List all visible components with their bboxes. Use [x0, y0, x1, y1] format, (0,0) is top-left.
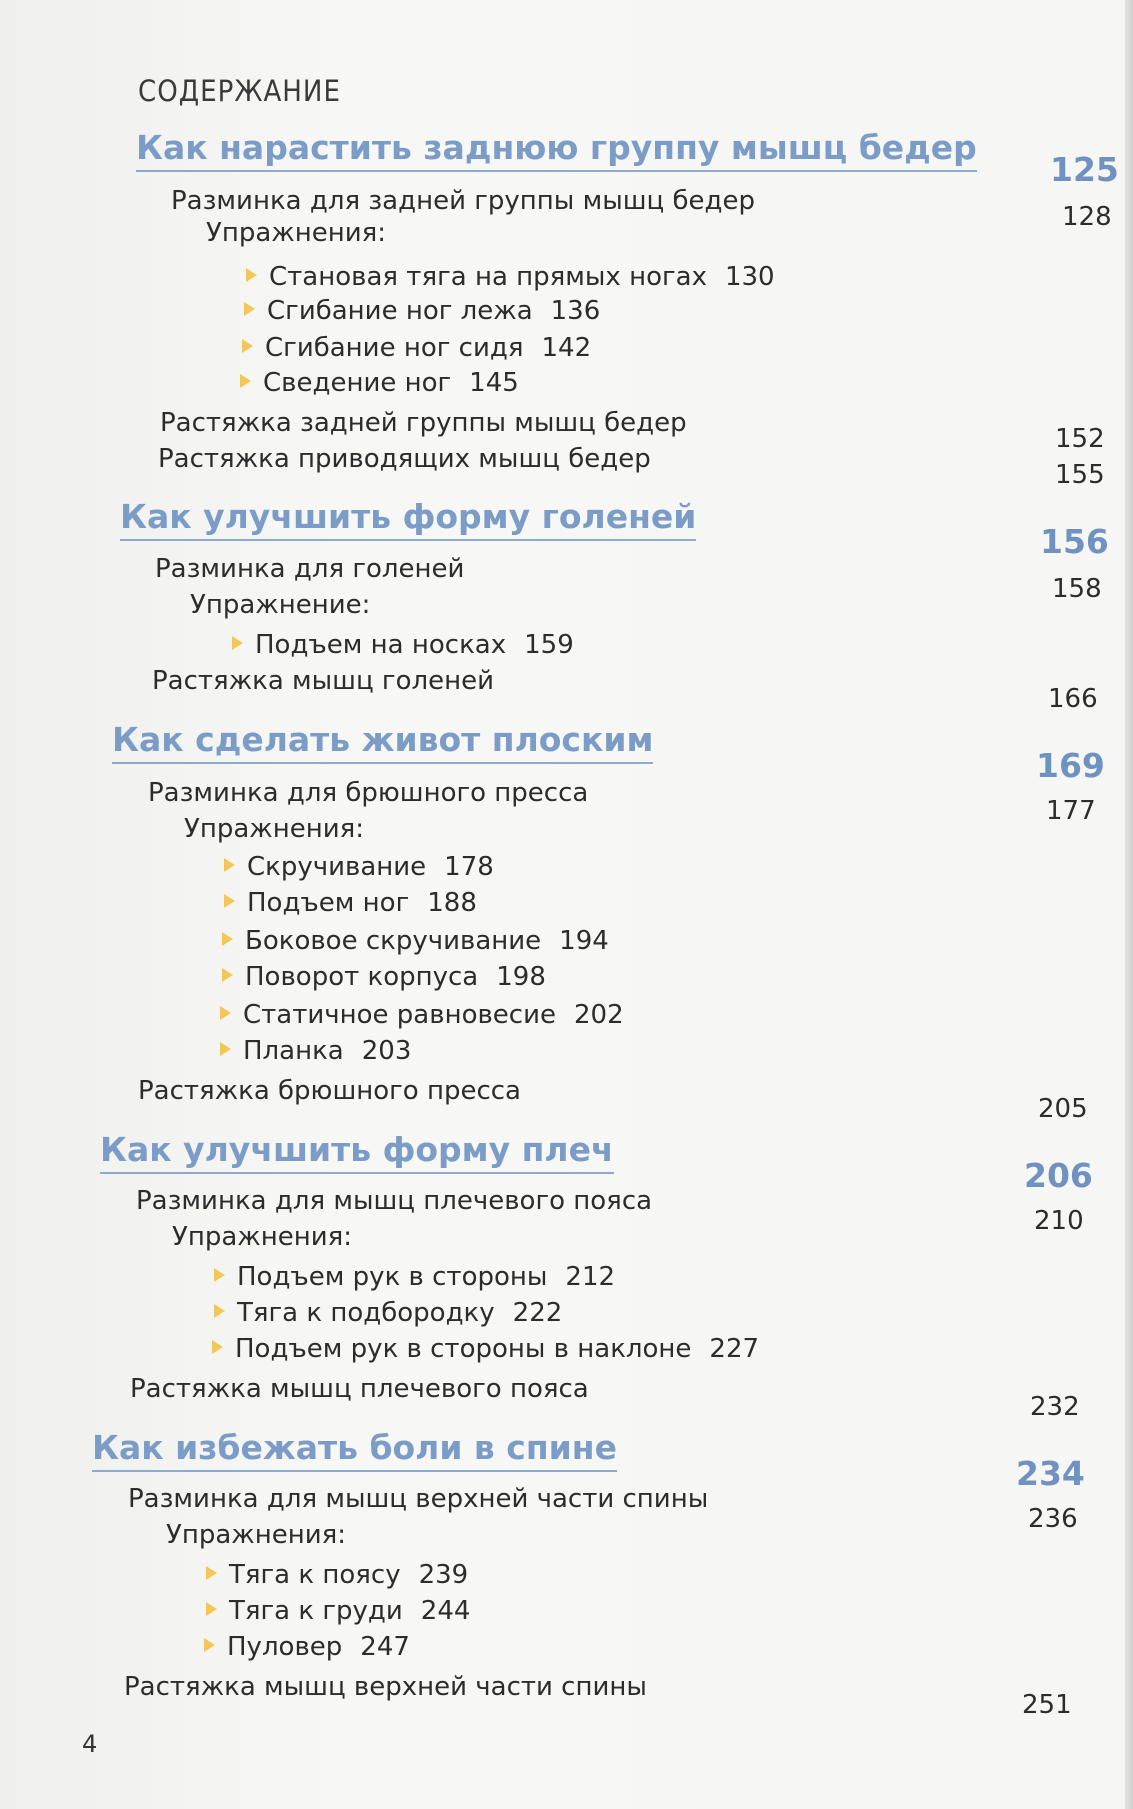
warmup-page-number: 210 [1034, 1206, 1084, 1236]
bullet-marker-icon [244, 302, 255, 316]
bullet-marker-icon [206, 1566, 217, 1580]
exercises-label: Упражнения: [206, 218, 386, 248]
bullet-marker-icon [224, 894, 235, 908]
section-title: Как сделать живот плоским [112, 720, 653, 764]
exercise-entry: Тяга к подбородку 222 [214, 1298, 562, 1328]
section-page-number: 156 [1040, 522, 1109, 561]
bullet-marker-icon [242, 339, 253, 353]
exercises-label: Упражнение: [190, 590, 371, 620]
warmup-page-number: 236 [1028, 1504, 1078, 1534]
exercise-entry: Сведение ног 145 [240, 368, 519, 398]
stretch-entry: Растяжка задней группы мышц бедер [160, 408, 687, 438]
stretch-entry: Растяжка брюшного пресса [138, 1076, 521, 1106]
stretch-page-number: 155 [1055, 460, 1105, 490]
section-title: Как нарастить заднюю группу мышц бедер [136, 128, 977, 172]
section-page-number: 125 [1050, 150, 1119, 189]
stretch-page-number: 152 [1055, 424, 1105, 454]
bullet-marker-icon [222, 932, 233, 946]
exercise-entry: Тяга к поясу 239 [206, 1560, 468, 1590]
warmup-entry: Разминка для задней группы мышц бедер [171, 186, 755, 216]
stretch-page-number: 251 [1022, 1690, 1072, 1720]
page-edge-shadow [1125, 0, 1133, 1809]
warmup-entry: Разминка для мышц плечевого пояса [136, 1186, 653, 1216]
bullet-marker-icon [220, 1006, 231, 1020]
exercise-entry: Поворот корпуса 198 [222, 962, 546, 992]
exercise-entry: Тяга к груди 244 [206, 1596, 470, 1626]
section-page-number: 169 [1036, 746, 1105, 785]
bullet-marker-icon [240, 374, 251, 388]
warmup-entry: Разминка для мышц верхней части спины [128, 1484, 709, 1514]
bullet-marker-icon [222, 968, 233, 982]
toc-heading: СОДЕРЖАНИЕ [138, 74, 341, 108]
section-title: Как избежать боли в спине [92, 1428, 617, 1472]
bullet-marker-icon [206, 1602, 217, 1616]
exercise-entry: Подъем рук в стороны в наклоне 227 [212, 1334, 759, 1364]
exercise-entry: Сгибание ног сидя 142 [242, 333, 591, 363]
bullet-marker-icon [232, 636, 243, 650]
exercise-entry: Пуловер 247 [204, 1632, 410, 1662]
exercise-entry: Сгибание ног лежа 136 [244, 296, 600, 326]
stretch-page-number: 166 [1048, 684, 1098, 714]
exercise-entry: Планка 203 [220, 1036, 411, 1066]
warmup-entry: Разминка для голеней [155, 554, 465, 584]
exercise-entry: Подъем ног 188 [224, 888, 477, 918]
bullet-marker-icon [224, 858, 235, 872]
bullet-marker-icon [246, 268, 257, 282]
warmup-page-number: 177 [1046, 796, 1096, 826]
stretch-page-number: 232 [1030, 1392, 1080, 1422]
stretch-page-number: 205 [1038, 1094, 1088, 1124]
section-page-number: 234 [1016, 1454, 1085, 1493]
exercise-entry: Статичное равновесие 202 [220, 1000, 624, 1030]
exercises-label: Упражнения: [184, 814, 364, 844]
exercise-entry: Становая тяга на прямых ногах 130 [246, 262, 775, 292]
exercises-label: Упражнения: [166, 1520, 346, 1550]
page-folio: 4 [82, 1730, 98, 1758]
warmup-page-number: 158 [1052, 574, 1102, 604]
bullet-marker-icon [204, 1638, 215, 1652]
exercise-entry: Скручивание 178 [224, 852, 494, 882]
stretch-entry: Растяжка мышц плечевого пояса [130, 1374, 589, 1404]
warmup-entry: Разминка для брюшного пресса [148, 778, 589, 808]
bullet-marker-icon [214, 1304, 225, 1318]
bullet-marker-icon [214, 1268, 225, 1282]
exercise-entry: Подъем на носках 159 [232, 630, 574, 660]
section-title: Как улучшить форму плеч [100, 1130, 614, 1174]
stretch-entry: Растяжка мышц верхней части спины [124, 1672, 647, 1702]
bullet-marker-icon [220, 1042, 231, 1056]
section-title: Как улучшить форму голеней [120, 497, 696, 541]
warmup-page-number: 128 [1062, 202, 1112, 232]
exercises-label: Упражнения: [172, 1222, 352, 1252]
bullet-marker-icon [212, 1340, 223, 1354]
exercise-entry: Подъем рук в стороны 212 [214, 1262, 615, 1292]
stretch-entry: Растяжка приводящих мышц бедер [158, 444, 651, 474]
section-page-number: 206 [1024, 1156, 1093, 1195]
stretch-entry: Растяжка мышц голеней [152, 666, 494, 696]
exercise-entry: Боковое скручивание 194 [222, 926, 609, 956]
